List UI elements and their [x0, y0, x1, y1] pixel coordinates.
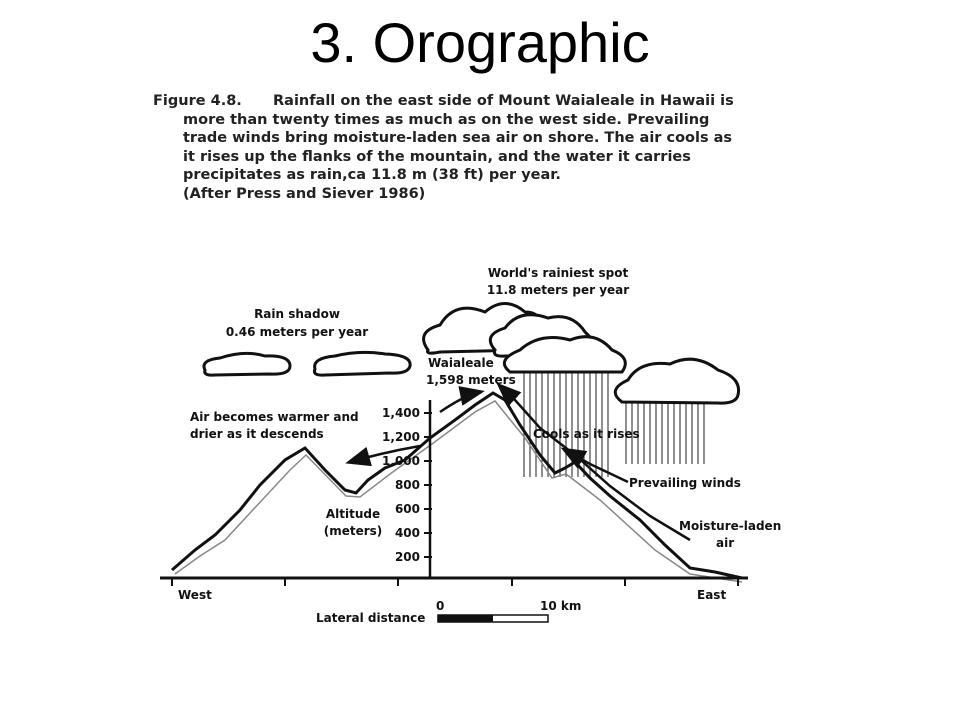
rain-shadow-label-1: Rain shadow	[254, 307, 340, 321]
west-label: West	[178, 588, 212, 602]
altitude-label-2: (meters)	[323, 524, 383, 538]
lateral-distance-label: Lateral distance	[316, 611, 426, 625]
cloud-rainshadow-1	[204, 353, 290, 375]
rain-main	[520, 372, 612, 477]
cloud-east	[615, 359, 738, 403]
peak-elevation-label: 1,598 meters	[426, 373, 516, 387]
altitude-tick-200: 200	[394, 550, 420, 564]
caption-line-6: (After Press and Siever 1986)	[183, 185, 426, 202]
descend-label-2: drier as it descends	[190, 427, 324, 441]
peak-name-label: Waialeale	[428, 356, 494, 370]
altitude-tick-1400: 1,400	[382, 406, 420, 420]
prevailing-winds-label: Prevailing winds	[629, 476, 741, 490]
figure-label: Figure 4.8.	[153, 93, 242, 109]
cloud-rainshadow-2	[314, 352, 410, 375]
east-label: East	[697, 588, 727, 602]
caption-text: Rainfall on the east side of Mount Waialeale in Hawaii is	[273, 93, 734, 109]
rising-air-arrow	[440, 392, 480, 412]
altitude-tick-1000: 1,000	[382, 454, 420, 468]
rainiest-label-2: 11.8 meters per year	[486, 283, 630, 297]
scale-start-label: 0	[436, 599, 445, 613]
caption-line-3: trade winds bring moisture-laden sea air on shore. The air cools as	[183, 130, 733, 146]
caption-line-2: more than twenty times as much as on the west side. Prevailing	[183, 111, 710, 128]
altitude-tick-400: 400	[394, 526, 420, 540]
altitude-tick-1200: 1,200	[382, 430, 420, 444]
scale-end-label: 10 km	[540, 599, 582, 613]
descend-label-1: Air becomes warmer and	[190, 410, 359, 424]
caption-line-5: precipitates as rain,ca 11.8 m (38 ft) per year.	[183, 167, 561, 183]
slide-title: 3. Orographic	[310, 11, 650, 74]
rain-shadow-label-2: 0.46 meters per year	[225, 325, 369, 339]
altitude-label-1: Altitude	[325, 507, 381, 521]
moisture-label-2: air	[716, 536, 735, 550]
altitude-tick-800: 800	[394, 478, 420, 492]
scale-bar	[438, 615, 548, 622]
caption-line-4: it rises up the flanks of the mountain, and the water it carries	[183, 148, 691, 165]
moisture-label-1: Moisture-laden	[679, 519, 782, 533]
cools-label: Cools as it rises	[533, 427, 640, 441]
altitude-tick-600: 600	[394, 502, 420, 516]
rainiest-label-1: World's rainiest spot	[487, 266, 629, 280]
